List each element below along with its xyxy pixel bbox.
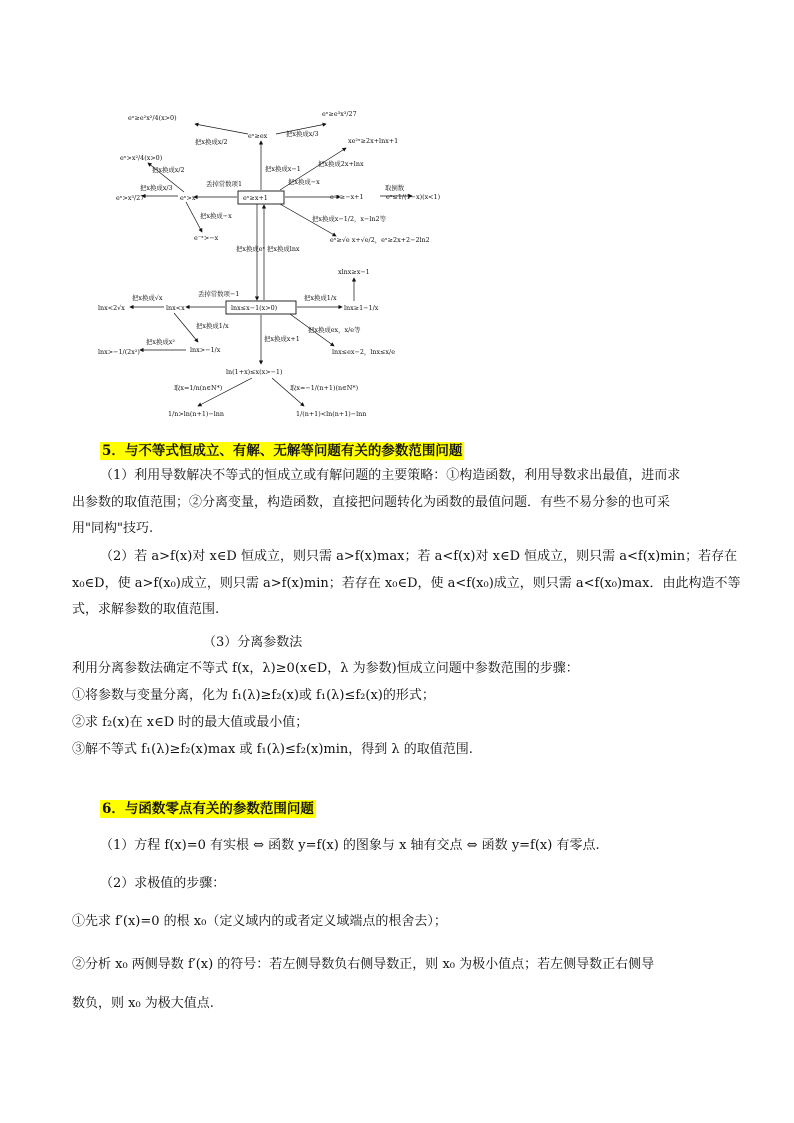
edge-n-right: 取x=−1/(n+1)(n∈N*): [290, 384, 359, 392]
center-bottom-text: lnx≤x−1(x>0): [231, 304, 278, 312]
edge-n-left: 取x=1/n(n∈N*): [174, 384, 223, 392]
result-bottom-left-b: lnx>−1/x: [190, 346, 221, 354]
s6-p3: ①先求 f′(x)=0 的根 x₀（定义域内的或者定义域端点的根舍去）；: [72, 914, 447, 929]
s5-p1-line3: 用"同构"技巧.: [72, 521, 154, 536]
s5-s3-step2: ②求 f₂(x)在 x∈D 时的最大值或最小值；: [72, 715, 309, 730]
result-left-c: e⁻ˣ>−x: [194, 234, 219, 242]
edge-bottom-right-2: 把x换成ex，x/e等: [308, 326, 361, 334]
arrow-top-left: [195, 124, 248, 134]
mid-left-bottom: lnx<x: [166, 304, 185, 312]
center-top-text: eˣ≥x+1: [243, 194, 268, 202]
edge-bottom-right-1: 把x换成1/x: [304, 294, 337, 302]
arrow-n-right: [272, 378, 304, 406]
edge-bottom-left-b: 把x换成1/x: [196, 322, 229, 330]
edge-left-a: 把x换成x/2: [152, 166, 185, 174]
result-right-1: xe²ˣ≥2x+lnx+1: [348, 137, 399, 145]
edge-right-2: 把x换成−x: [288, 178, 320, 186]
arrow-n-left: [198, 378, 252, 406]
s5-p2-line2: x₀∈D，使 a>f(x₀)成立，则只需 a>f(x)min；若存在 x₀∈D，使 a<f(x₀)成立，则只需 a<f(x₀)max．由此构造不等: [72, 576, 741, 591]
edge-left-b: 把x换成x/3: [140, 184, 173, 192]
result-left-b: eˣ>x³/27: [116, 194, 145, 202]
s6-p2: （2）求极值的步骤：: [100, 876, 226, 891]
s5-p1-line2: 出参数的取值范围；②分离变量，构造函数，直接把问题转化为函数的最值问题．有些不易分参的也可采: [72, 495, 671, 510]
section6-title: 6．与函数零点有关的参数范围问题: [102, 801, 314, 817]
result-bottom-right-2: lnx≤ex−2，lnx≤x/e: [332, 348, 395, 356]
top-left-edge: 把x换成x/2: [195, 138, 228, 146]
result-recip: eˣ≤1/(1−x)(x<1): [386, 193, 441, 201]
s6-p4-line2: 数负，则 x₀ 为极大值点.: [72, 996, 214, 1011]
edge-right-1: 把x换成2x+lnx: [318, 160, 364, 168]
s6-p1: （1）方程 f(x)=0 有实根 ⇔ 函数 y=f(x) 的图象与 x 轴有交点 ⇔ 函数 y=f(x) 有零点.: [100, 838, 600, 853]
top-mid: eˣ≥ex: [248, 132, 268, 140]
edge-down-1: 把x换成eˣ: [236, 245, 266, 253]
arrow-bottom-left-b: [174, 313, 198, 342]
edge-bottom-left-c: 把x换成x²: [146, 338, 175, 346]
result-bottom-down: ln(1+x)≤x(x>−1): [226, 368, 283, 376]
edge-recip: 取倒数: [385, 184, 405, 192]
result-bottom-left-c: lnx>−1/(2x²): [98, 348, 140, 356]
edge-center-up: 把x换成x−1: [265, 165, 301, 173]
s5-s3-step1: ①将参数与变量分离，化为 f₁(λ)≥f₂(x)或 f₁(λ)≤f₂(x)的形式；: [72, 688, 435, 703]
edge-drop-top: 丢掉常数项1: [206, 180, 243, 188]
result-bottom-left-a: lnx<2√x: [98, 304, 125, 312]
edge-drop-bottom: 丢掉常数项−1: [198, 290, 240, 298]
top-left-result: eˣ≥e²x²/4(x>0): [128, 114, 177, 122]
s5-sub3: （3）分离参数法: [203, 635, 303, 650]
mid-left-top: eˣ>x: [180, 194, 196, 202]
result-bottom-right-1: lnx≥1−1/x: [344, 304, 379, 312]
edge-bottom-left-a: 把x换成√x: [132, 294, 163, 302]
edge-left-c: 把x换成−x: [200, 212, 232, 220]
result-left-a: eˣ>x²/4(x>0): [120, 154, 163, 162]
top-right-result: eˣ≥e³x³/27: [322, 110, 357, 118]
top-right-edge: 把x换成x/3: [286, 130, 319, 138]
edge-down-2: 把x换成lnx: [267, 245, 300, 253]
s5-s3-intro: 利用分离参数法确定不等式 f(x，λ)≥0(x∈D，λ 为参数)恒成立问题中参数范围的步骤：: [72, 661, 579, 676]
result-right-3: eˣ≥√e x+√e/2，eˣ≥2x+2−2ln2: [330, 236, 430, 244]
result-n-left: 1/n>ln(n+1)−lnn: [168, 410, 225, 418]
s5-p1-line1: （1）利用导数解决不等式的恒成立或有解问题的主要策略：①构造函数，利用导数求出最值，进而求: [100, 468, 681, 483]
s5-s3-step3: ③解不等式 f₁(λ)≥f₂(x)max 或 f₁(λ)≤f₂(x)min，得到 λ 的取值范围.: [72, 742, 473, 757]
edge-bottom-down: 把x换成x+1: [264, 335, 300, 343]
result-right-2: e⁻ˣ≥−x+1: [330, 193, 364, 201]
section5-title: 5．与不等式恒成立、有解、无解等问题有关的参数范围问题: [102, 443, 463, 459]
s6-p4-line1: ②分析 x₀ 两侧导数 f′(x) 的符号：若左侧导数负右侧导数正，则 x₀ 为极小值点；若左侧导数正右侧导: [72, 957, 655, 972]
edge-right-3: 把x换成x−1/2，x−ln2等: [312, 215, 386, 223]
s5-p2-line3: 式，求解参数的取值范围.: [72, 602, 220, 617]
result-bottom-right-top: xlnx≥x−1: [338, 268, 370, 276]
s5-p2-line1: （2）若 a>f(x)对 x∈D 恒成立，则只需 a>f(x)max；若 a<f(x)对 x∈D 恒成立，则只需 a<f(x)min；若存在: [100, 549, 738, 564]
inequality-diagram: [90, 96, 450, 426]
result-n-right: 1/(n+1)<ln(n+1)−lnn: [296, 410, 367, 418]
